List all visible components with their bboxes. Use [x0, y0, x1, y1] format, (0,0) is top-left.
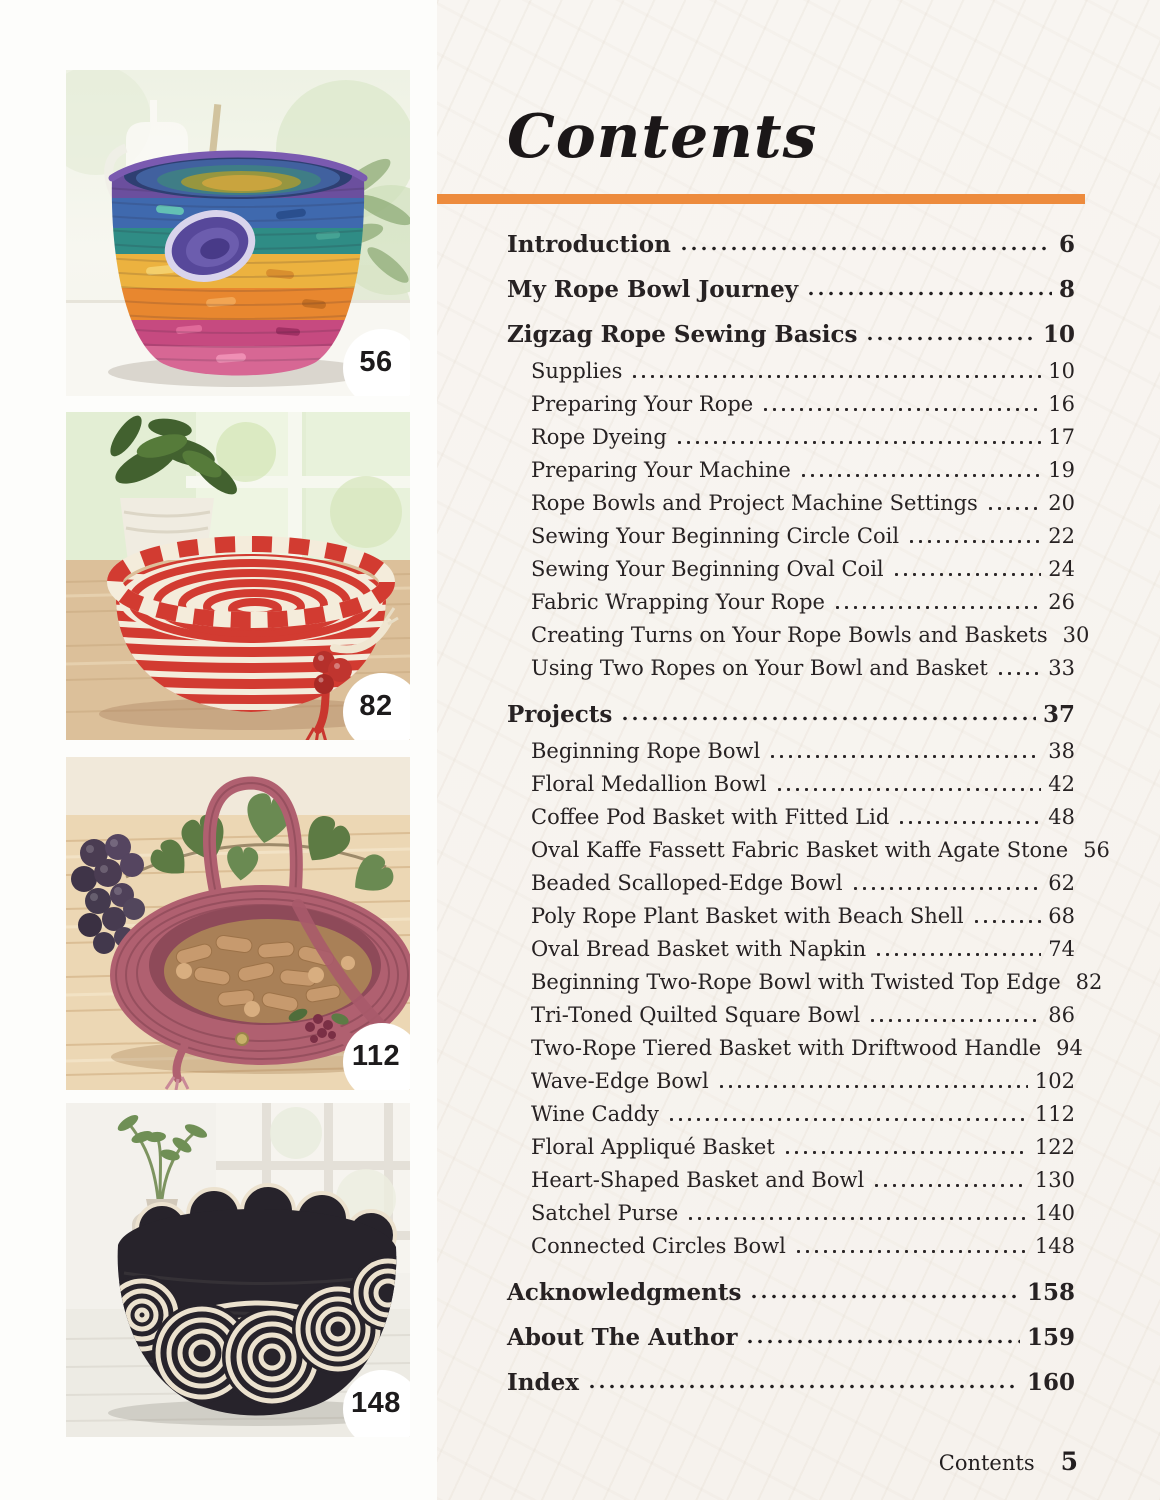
- toc-entry-label: Oval Bread Basket with Napkin: [531, 937, 867, 961]
- photo-rainbow-batik-basket: [66, 70, 410, 396]
- toc-leader-dots: [865, 321, 1036, 345]
- toc-entry[interactable]: [531, 1201, 1075, 1225]
- toc-entry-label: Wine Caddy: [531, 1102, 659, 1126]
- toc-leader-dots: [851, 871, 1042, 895]
- photo-page-number: 56: [359, 345, 393, 378]
- toc-entry-label: Satchel Purse: [531, 1201, 679, 1225]
- toc-entry[interactable]: [507, 231, 1075, 258]
- toc-entry-page: 158: [1026, 1279, 1075, 1306]
- toc-entry[interactable]: [531, 1036, 1083, 1060]
- toc-entry[interactable]: [531, 739, 1075, 763]
- toc-leader-dots: [686, 1201, 1028, 1225]
- toc-entry-label: Two-Rope Tiered Basket with Driftwood Handle: [531, 1036, 1042, 1060]
- toc-entry-label: Fabric Wrapping Your Rope: [531, 590, 825, 614]
- table-of-contents: [507, 231, 1110, 1396]
- toc-entry[interactable]: [531, 458, 1075, 482]
- toc-entry-label: Acknowledgments: [507, 1279, 742, 1306]
- footer-section-label: Contents: [938, 1451, 1035, 1475]
- title-rule: [437, 194, 1085, 204]
- toc-entry-label: Preparing Your Rope: [531, 392, 754, 416]
- toc-entry-label: Supplies: [531, 359, 623, 383]
- toc-entry[interactable]: [507, 1369, 1075, 1396]
- page-title: Contents: [507, 102, 818, 172]
- toc-entry[interactable]: [531, 937, 1075, 961]
- photo-page-number: 112: [351, 1039, 401, 1072]
- toc-entry-label: Using Two Ropes on Your Bowl and Basket: [531, 656, 988, 680]
- toc-entry-label: Beginning Rope Bowl: [531, 739, 761, 763]
- toc-entry[interactable]: [531, 623, 1090, 647]
- toc-entry[interactable]: [531, 524, 1075, 548]
- toc-entry[interactable]: [531, 805, 1075, 829]
- toc-entry-label: About The Author: [507, 1324, 738, 1351]
- toc-entry[interactable]: [507, 701, 1075, 728]
- photo-strip: [0, 0, 437, 1500]
- toc-entry-label: Rope Dyeing: [531, 425, 667, 449]
- toc-entry[interactable]: [531, 557, 1075, 581]
- toc-entry-page: 159: [1026, 1324, 1075, 1351]
- toc-leader-dots: [907, 524, 1041, 548]
- toc-entry-label: Preparing Your Machine: [531, 458, 791, 482]
- toc-entry[interactable]: [531, 392, 1075, 416]
- page-footer: [939, 1447, 1078, 1476]
- toc-leader-dots: [874, 937, 1041, 961]
- toc-entry-label: Creating Turns on Your Rope Bowls and Baskets: [531, 623, 1048, 647]
- toc-entry-page: 140: [1034, 1201, 1075, 1225]
- toc-entry-label: Projects: [507, 701, 613, 728]
- toc-entry-page: 10: [1048, 359, 1075, 383]
- toc-entry-page: 17: [1048, 425, 1075, 449]
- toc-leader-dots: [768, 739, 1041, 763]
- toc-entry[interactable]: [507, 321, 1075, 348]
- toc-entry-page: 33: [1048, 656, 1075, 680]
- toc-leader-dots: [868, 1003, 1041, 1027]
- toc-entry-page: 8: [1058, 276, 1075, 303]
- toc-leader-dots: [587, 1369, 1020, 1393]
- toc-leader-dots: [806, 276, 1052, 300]
- toc-entry[interactable]: [531, 1168, 1075, 1192]
- photo-wine-caddy-basket: [66, 757, 410, 1090]
- contents-panel: [437, 0, 1160, 1500]
- toc-entry-label: Connected Circles Bowl: [531, 1234, 786, 1258]
- toc-entry-label: Sewing Your Beginning Circle Coil: [531, 524, 900, 548]
- toc-entry-label: Floral Medallion Bowl: [531, 772, 767, 796]
- toc-entry-label: Tri-Toned Quilted Square Bowl: [531, 1003, 861, 1027]
- toc-entry-page: 19: [1048, 458, 1075, 482]
- toc-entry[interactable]: [531, 590, 1075, 614]
- photo-red-striped-bowl: [66, 412, 410, 740]
- toc-entry-label: Beginning Two-Rope Bowl with Twisted Top Edge: [531, 970, 1061, 994]
- toc-entry[interactable]: [531, 1234, 1075, 1258]
- toc-entry-page: 24: [1048, 557, 1075, 581]
- toc-leader-dots: [799, 458, 1041, 482]
- toc-entry-page: 22: [1048, 524, 1075, 548]
- toc-entry-page: 26: [1048, 590, 1075, 614]
- toc-entry-page: 102: [1034, 1069, 1075, 1093]
- toc-entry-label: Beaded Scalloped-Edge Bowl: [531, 871, 843, 895]
- toc-entry-label: Index: [507, 1369, 579, 1396]
- toc-leader-dots: [630, 359, 1041, 383]
- toc-entry-page: 130: [1034, 1168, 1075, 1192]
- toc-entry[interactable]: [531, 1135, 1075, 1159]
- toc-leader-dots: [833, 590, 1041, 614]
- toc-leader-dots: [667, 1102, 1028, 1126]
- toc-entry-page: 42: [1048, 772, 1075, 796]
- toc-entry-label: Floral Appliqué Basket: [531, 1135, 775, 1159]
- toc-leader-dots: [872, 1168, 1028, 1192]
- toc-leader-dots: [794, 1234, 1028, 1258]
- toc-entry-page: 20: [1048, 491, 1075, 515]
- photo-connected-circles-bowl: [66, 1103, 410, 1437]
- toc-entry-label: Wave-Edge Bowl: [531, 1069, 709, 1093]
- toc-entry-page: 56: [1083, 838, 1110, 862]
- toc-leader-dots: [620, 701, 1036, 725]
- toc-leader-dots: [775, 772, 1042, 796]
- footer-page-number: 5: [1060, 1447, 1078, 1476]
- toc-entry-page: 10: [1042, 321, 1075, 348]
- toc-entry-label: Rope Bowls and Project Machine Settings: [531, 491, 978, 515]
- toc-entry[interactable]: [531, 772, 1075, 796]
- toc-entry-page: 37: [1042, 701, 1075, 728]
- toc-entry[interactable]: [531, 1069, 1075, 1093]
- photo-page-number: 148: [351, 1386, 401, 1419]
- toc-entry-label: Introduction: [507, 231, 671, 258]
- toc-leader-dots: [972, 904, 1042, 928]
- toc-entry-label: Sewing Your Beginning Oval Coil: [531, 557, 884, 581]
- toc-leader-dots: [996, 656, 1041, 680]
- toc-entry-page: 30: [1062, 623, 1090, 647]
- toc-entry-label: Coffee Pod Basket with Fitted Lid: [531, 805, 890, 829]
- toc-entry-label: Poly Rope Plant Basket with Beach Shell: [531, 904, 964, 928]
- toc-leader-dots: [675, 425, 1041, 449]
- toc-entry-label: Heart-Shaped Basket and Bowl: [531, 1168, 865, 1192]
- toc-entry-label: My Rope Bowl Journey: [507, 276, 799, 303]
- toc-entry-label: Oval Kaffe Fassett Fabric Basket with Agate Stone: [531, 838, 1069, 862]
- toc-leader-dots: [745, 1324, 1020, 1348]
- toc-entry[interactable]: [531, 838, 1110, 862]
- toc-entry-page: 68: [1048, 904, 1075, 928]
- toc-entry-page: 122: [1034, 1135, 1075, 1159]
- toc-entry[interactable]: [507, 276, 1075, 303]
- toc-entry-page: 82: [1075, 970, 1103, 994]
- toc-entry-page: 6: [1058, 231, 1075, 258]
- toc-leader-dots: [897, 805, 1041, 829]
- toc-leader-dots: [749, 1279, 1020, 1303]
- toc-entry[interactable]: [531, 1003, 1075, 1027]
- toc-entry[interactable]: [531, 425, 1075, 449]
- toc-entry-page: 48: [1048, 805, 1075, 829]
- toc-leader-dots: [761, 392, 1041, 416]
- toc-entry[interactable]: [531, 970, 1103, 994]
- photo-page-number: 82: [359, 689, 393, 722]
- toc-entry[interactable]: [507, 1324, 1075, 1351]
- toc-leader-dots: [717, 1069, 1028, 1093]
- toc-entry-page: 94: [1056, 1036, 1083, 1060]
- toc-entry-page: 74: [1048, 937, 1075, 961]
- toc-entry-page: 86: [1048, 1003, 1075, 1027]
- toc-entry-page: 16: [1048, 392, 1075, 416]
- toc-entry[interactable]: [507, 1279, 1075, 1306]
- toc-leader-dots: [679, 231, 1052, 255]
- toc-entry-page: 38: [1048, 739, 1075, 763]
- toc-entry[interactable]: [531, 871, 1075, 895]
- toc-entry-page: 112: [1034, 1102, 1075, 1126]
- toc-leader-dots: [986, 491, 1041, 515]
- toc-entry[interactable]: [531, 904, 1075, 928]
- toc-entry-page: 160: [1026, 1369, 1075, 1396]
- toc-leader-dots: [783, 1135, 1028, 1159]
- toc-entry[interactable]: [531, 1102, 1075, 1126]
- toc-entry[interactable]: [531, 491, 1075, 515]
- toc-entry[interactable]: [531, 359, 1075, 383]
- toc-entry-page: 62: [1048, 871, 1075, 895]
- toc-entry-page: 148: [1034, 1234, 1075, 1258]
- toc-entry-label: Zigzag Rope Sewing Basics: [507, 321, 858, 348]
- toc-leader-dots: [892, 557, 1042, 581]
- toc-entry[interactable]: [531, 656, 1075, 680]
